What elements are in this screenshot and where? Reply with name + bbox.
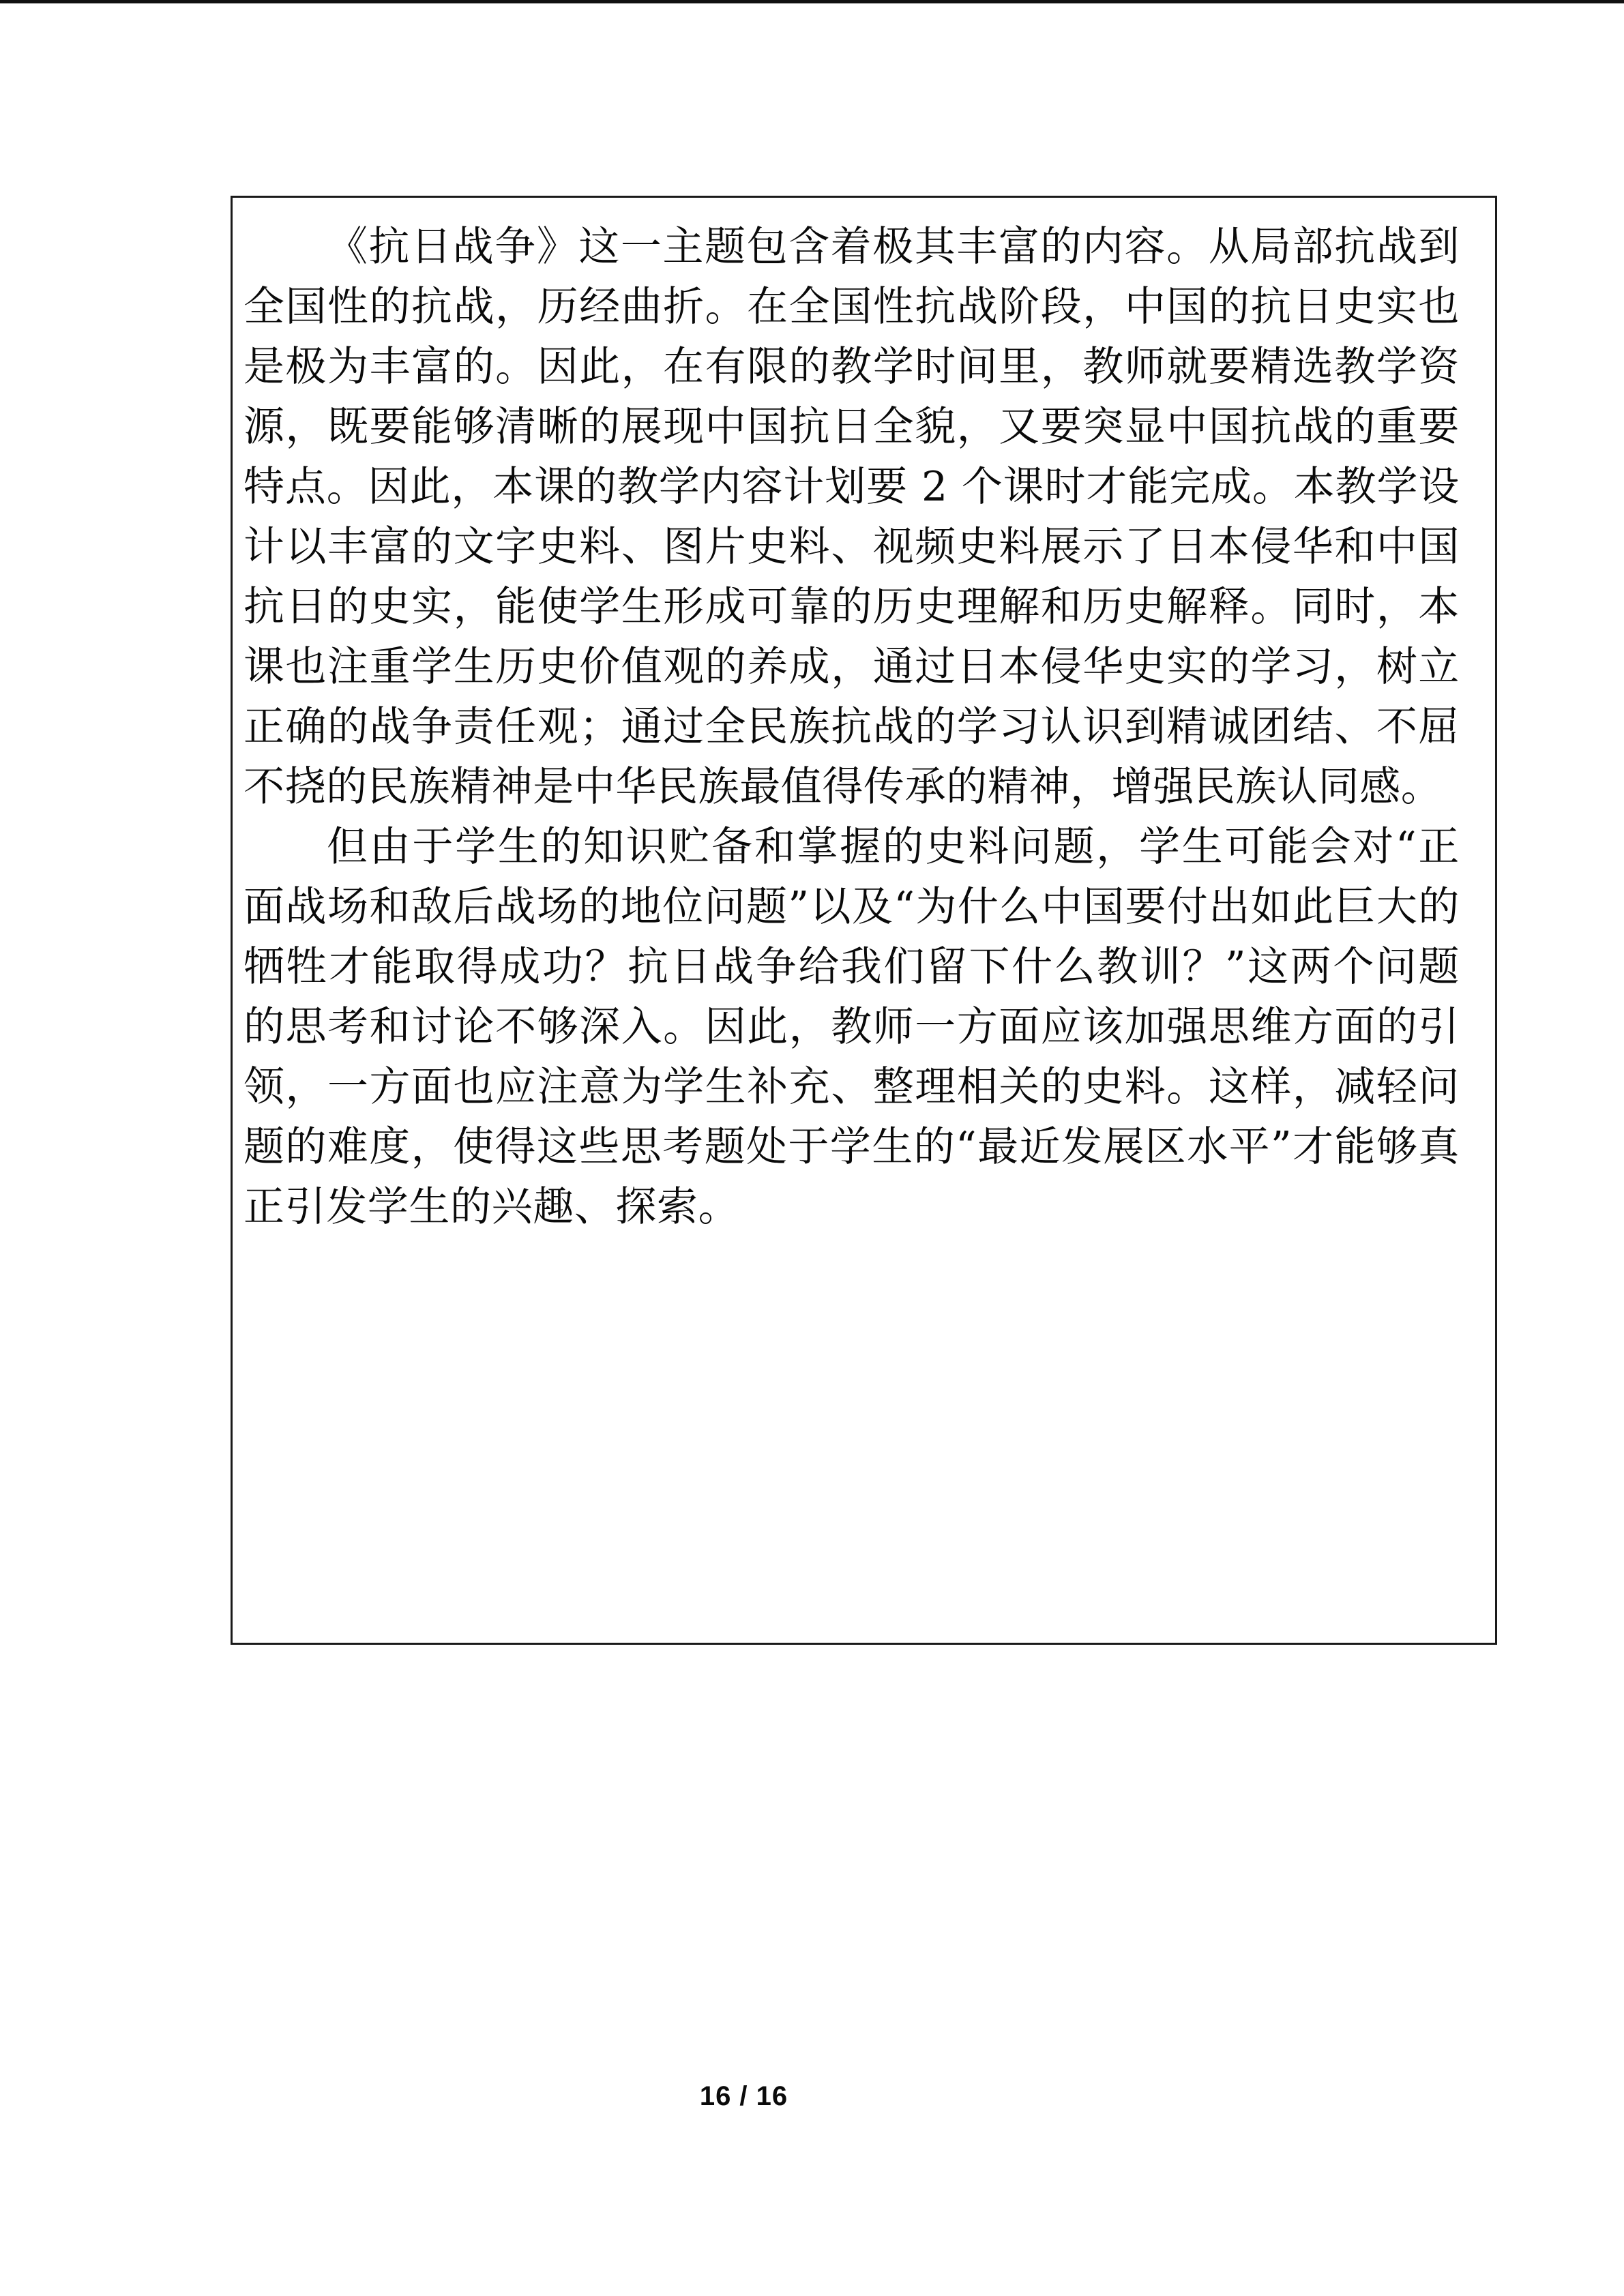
content-text-box	[231, 196, 1497, 1645]
body-paragraph-1: 《抗日战争》这一主题包含着极其丰富的内容。从局部抗战到全国性的抗战，历经曲折。在全国性抗战阶段，中国的抗日史实也是极为丰富的。因此，在有限的教学时间里，教师就要精选教学资源，既要能够清晰的展现中国抗日全貌，又要突显中国抗战的重要特点。因此，本课的教学内容计划要 2 个课时才能完成。本教学设计以丰富的文字史料、图片史料、视频史料展示了日本侵华和中国抗日的史实，能使学生形成可靠的历史理解和历史解释。同时，本课也注重学生历史价值观的养成，通过日本侵华史实的学习，树立正确的战争责任观；通过全民族抗战的学习认识到精诚团结、不屈不挠的民族精神是中华民族最值得传承的精神，增强民族认同感。	[243, 223, 1460, 811]
page-footer	[0, 2081, 1624, 2112]
content-body	[243, 217, 1460, 1237]
body-paragraph-2: 但由于学生的知识贮备和掌握的史料问题，学生可能会对“正面战场和敌后战场的地位问题”以及“为什么中国要付出如此巨大的牺牲才能取得成功？抗日战争给我们留下什么教训？”这两个问题的思考和讨论不够深入。因此，教师一方面应该加强思维方面的引领，一方面也应注意为学生补充、整理相关的史料。这样，减轻问题的难度，使得这些思考题处于学生的“最近发展区水平”才能够真正引发学生的兴趣、探索。	[243, 823, 1460, 1231]
page-number: 16 / 16	[699, 2081, 788, 2111]
page-top-rule	[0, 0, 1624, 3]
